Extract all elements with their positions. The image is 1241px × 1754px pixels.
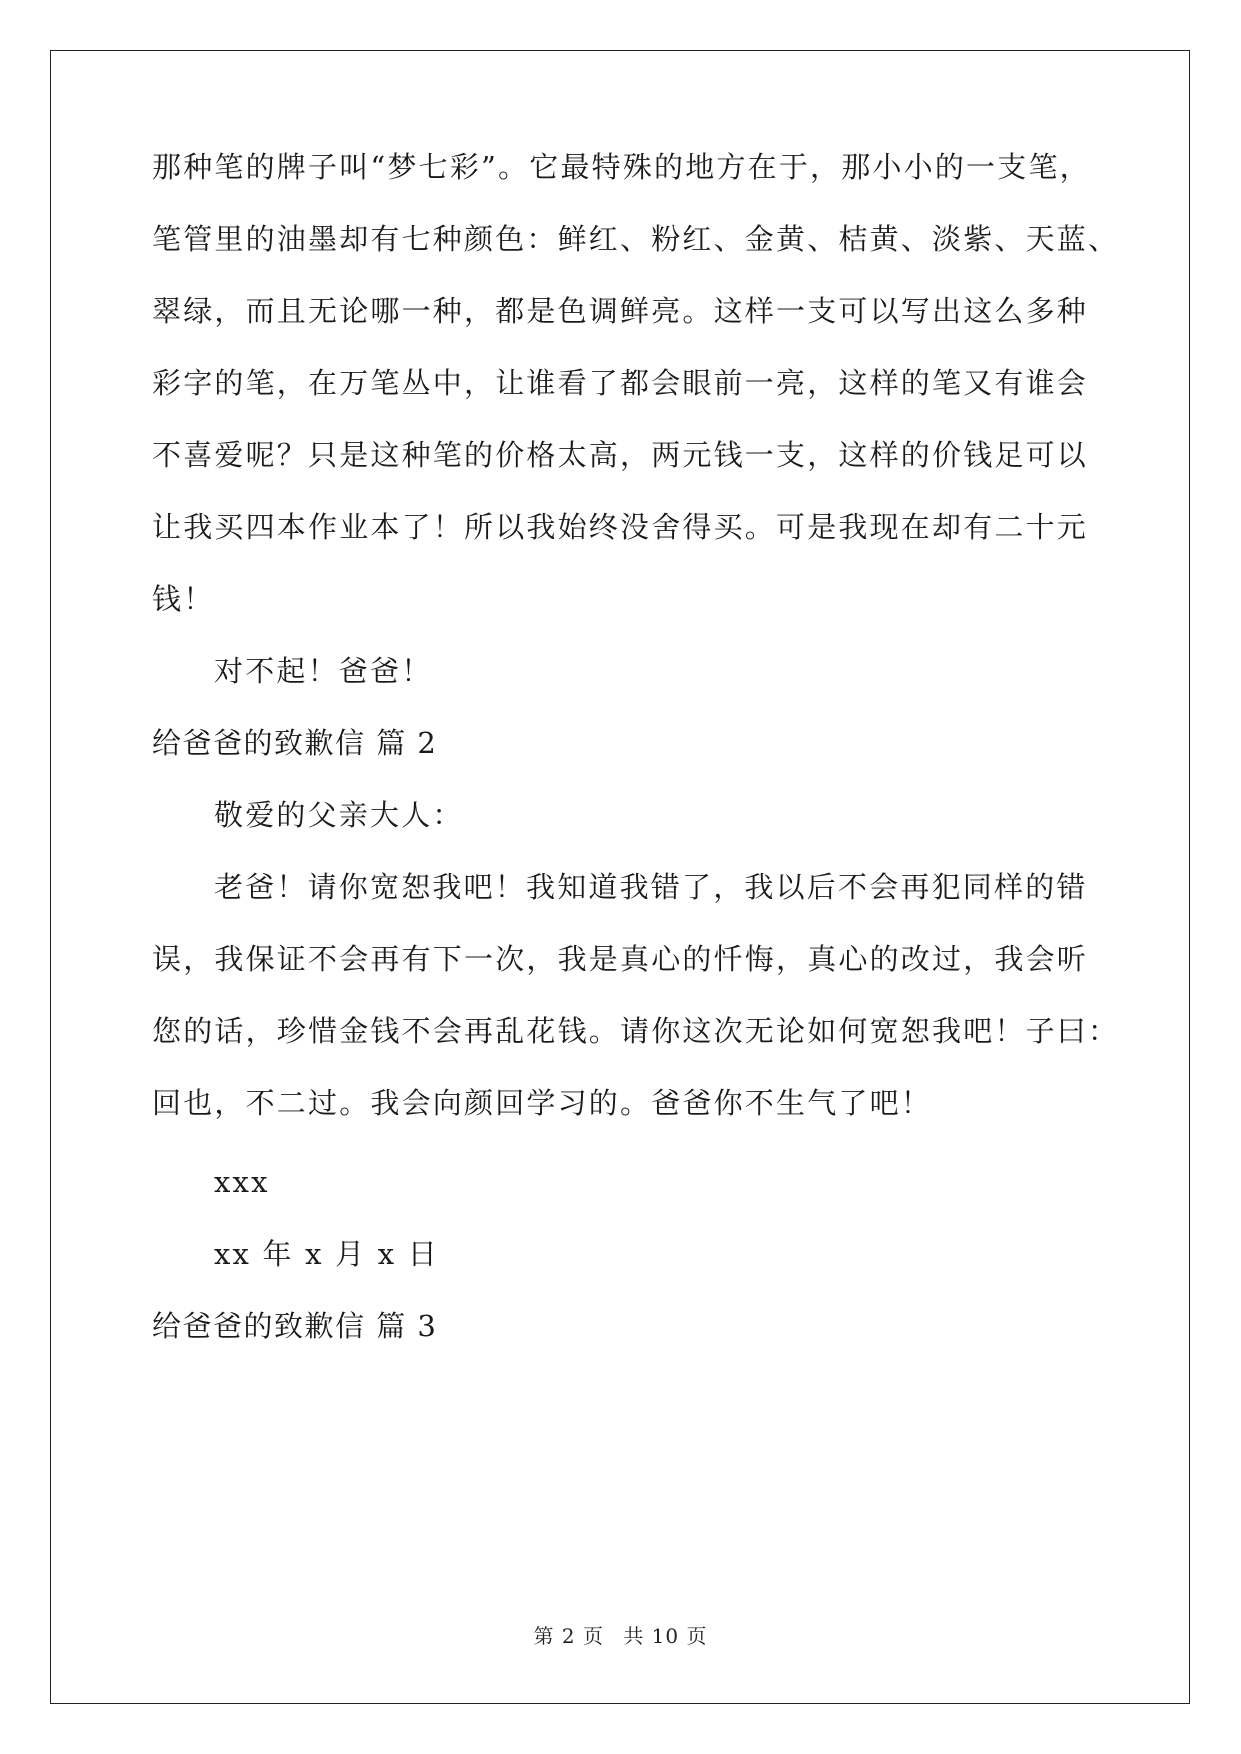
paragraph-line: 钱！	[152, 582, 215, 616]
paragraph-line: 翠绿，而且无论哪一种，都是色调鲜亮。这样一支可以写出这么多种	[152, 294, 1089, 328]
paragraph-line: 不喜爱呢？只是这种笔的价格太高，两元钱一支，这样的价钱足可以	[152, 438, 1089, 472]
paragraph-line: 彩字的笔，在万笔丛中，让谁看了都会眼前一亮，这样的笔又有谁会	[152, 366, 1089, 400]
paragraph-line: 让我买四本作业本了！所以我始终没舍得买。可是我现在却有二十元	[152, 510, 1089, 544]
apology-line: 对不起！爸爸！	[214, 654, 433, 688]
paragraph-line: 笔管里的油墨却有七种颜色：鲜红、粉红、金黄、桔黄、淡紫、天蓝、	[152, 222, 1120, 256]
paragraph-line: 回也，不二过。我会向颜回学习的。爸爸你不生气了吧！	[152, 1086, 933, 1120]
greeting: 敬爱的父亲大人：	[214, 798, 464, 832]
paragraph-line: 您的话，珍惜金钱不会再乱花钱。请你这次无论如何宽恕我吧！子曰：	[152, 1014, 1120, 1048]
section-heading: 给爸爸的致歉信 篇 2	[152, 726, 438, 760]
section-heading: 给爸爸的致歉信 篇 3	[152, 1309, 438, 1343]
page-number: 第 2 页	[533, 1624, 604, 1648]
page-footer	[0, 1620, 1241, 1649]
paragraph-line: 那种笔的牌子叫“梦七彩”。它最特殊的地方在于，那小小的一支笔，	[152, 150, 1091, 184]
paragraph-line: 老爸！请你宽恕我吧！我知道我错了，我以后不会再犯同样的错	[214, 870, 1088, 904]
signature: xxx	[214, 1165, 270, 1199]
date-line: xx 年 x 月 x 日	[214, 1237, 439, 1271]
paragraph-line: 误，我保证不会再有下一次，我是真心的忏悔，真心的改过，我会听	[152, 942, 1089, 976]
page-total: 共 10 页	[623, 1624, 708, 1648]
